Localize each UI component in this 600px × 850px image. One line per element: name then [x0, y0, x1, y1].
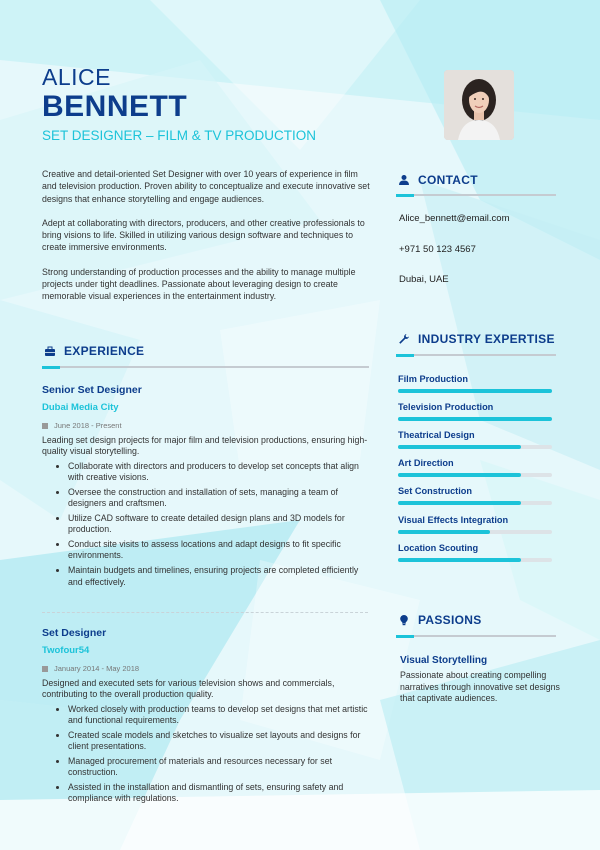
contact-rule: [396, 194, 556, 196]
skill-name: Location Scouting: [398, 543, 479, 553]
job-dates-text: June 2018 - Present: [54, 421, 122, 430]
skill-item: [398, 430, 552, 449]
skill-bar: [398, 501, 552, 505]
skill-bar-fill: [398, 389, 552, 393]
experience-heading-label: EXPERIENCE: [64, 344, 145, 358]
job-title: SET DESIGNER – FILM & TV PRODUCTION: [42, 128, 317, 143]
wrench-icon: [398, 333, 410, 345]
skill-bar: [398, 473, 552, 477]
job-dates: [42, 421, 370, 430]
contact-heading-label: CONTACT: [418, 173, 478, 187]
job-bullet: • Created scale models and sketches to visualize set layouts and designs for client presentations.: [68, 730, 370, 753]
expertise-rule: [396, 354, 556, 356]
contact-heading: [398, 173, 478, 187]
summary-paragraph: Adept at collaborating with directors, producers, and other creative professionals to bring visions to life. Skilled in utilizing various design software and techniques to create immersive environments.: [42, 217, 365, 253]
job-role: Senior Set Designer: [42, 384, 142, 396]
job-entry: [42, 384, 370, 592]
job-dates: [42, 664, 370, 673]
job-dates-text: January 2014 - May 2018: [54, 664, 140, 673]
calendar-icon: [42, 423, 48, 429]
job-bullet: • Collaborate with directors and producers to develop set concepts that align with creative visions.: [68, 461, 370, 484]
contact-location: Dubai, UAE: [399, 274, 449, 285]
skill-bar-fill: [398, 417, 552, 421]
job-bullet: • Conduct site visits to assess locations and adapt designs to fit specific environments.: [68, 539, 370, 562]
skill-item: [398, 374, 552, 393]
job-bullet: • Managed procurement of materials and resources necessary for set construction.: [68, 756, 370, 779]
job-bullet: • Utilize CAD software to create detailed design plans and 3D models for production.: [68, 513, 370, 536]
summary-paragraph: Creative and detail-oriented Set Designer with over 10 years of experience in film and television production. Proven ability to conceptualize and execute innovative set designs that enhance storytelling and engage audiences.: [42, 169, 370, 204]
job-bullets: [42, 461, 370, 588]
skill-item: [398, 486, 552, 505]
skill-bar-fill: [398, 445, 521, 449]
skill-bar: [398, 389, 552, 393]
job-bullet: • Assisted in the installation and dismantling of sets, ensuring safety and compliance with regulations.: [68, 782, 370, 805]
job-bullet: • Worked closely with production teams to develop set designs that met artistic and functional requirements.: [68, 704, 370, 727]
job-bullets: [42, 704, 370, 805]
passion-description: Passionate about creating compelling narratives through innovative set designs that captivate audiences.: [400, 670, 560, 703]
skill-bar-fill: [398, 558, 521, 562]
experience-rule: [42, 366, 369, 368]
skill-item: [398, 458, 552, 477]
profile-photo-image: [444, 70, 514, 140]
calendar-icon: [42, 666, 48, 672]
profile-summary: [42, 168, 370, 315]
passion-title: Visual Storytelling: [400, 655, 488, 666]
job-entry: [42, 627, 370, 808]
skill-bar: [398, 558, 552, 562]
contact-phone[interactable]: +971 50 123 4567: [399, 244, 476, 255]
job-role: Set Designer: [42, 627, 107, 639]
passions-heading: [398, 613, 482, 627]
job-company: Twofour54: [42, 645, 90, 656]
last-name: BENNETT: [42, 90, 188, 123]
job-divider: [42, 612, 368, 613]
skill-item: [398, 543, 552, 562]
job-description: Designed and executed sets for various television shows and commercials, contributing to the overall production quality.: [42, 678, 335, 700]
experience-heading: [44, 344, 144, 358]
skill-name: Television Production: [398, 402, 494, 412]
job-company: Dubai Media City: [42, 402, 119, 413]
skill-name: Film Production: [398, 374, 468, 384]
job-bullet: • Oversee the construction and installation of sets, managing a team of designers and craftsmen.: [68, 487, 370, 510]
skill-bar-fill: [398, 501, 521, 505]
expertise-heading-label: INDUSTRY EXPERTISE: [418, 332, 555, 346]
skill-bar: [398, 530, 552, 534]
job-bullet: • Maintain budgets and timelines, ensuring projects are completed efficiently and effectively.: [68, 565, 370, 588]
skill-bar-fill: [398, 530, 490, 534]
passions-rule: [396, 635, 556, 637]
skill-item: [398, 515, 552, 534]
skill-name: Theatrical Design: [398, 430, 475, 440]
contact-email[interactable]: Alice_bennett@email.com: [399, 213, 510, 224]
skill-bar-fill: [398, 473, 521, 477]
skill-name: Visual Effects Integration: [398, 515, 509, 525]
skill-item: [398, 402, 552, 421]
summary-paragraph: Strong understanding of production processes and the ability to manage multiple projects under tight deadlines. Passionate about leveraging design to create memorable visual experiences in the entertainment industry.: [42, 266, 356, 302]
skill-name: Set Construction: [398, 486, 473, 496]
expertise-heading: [398, 332, 555, 346]
profile-photo: [444, 70, 514, 140]
job-description: Leading set design projects for major film and television productions, ensuring high-quality visual storytelling.: [42, 435, 368, 457]
passions-heading-label: PASSIONS: [418, 613, 482, 627]
skill-name: Art Direction: [398, 458, 454, 468]
briefcase-icon: [44, 345, 56, 357]
lightbulb-icon: [398, 614, 410, 626]
skill-bar: [398, 445, 552, 449]
skill-bar: [398, 417, 552, 421]
first-name: ALICE: [42, 64, 111, 90]
person-icon: [398, 174, 410, 186]
